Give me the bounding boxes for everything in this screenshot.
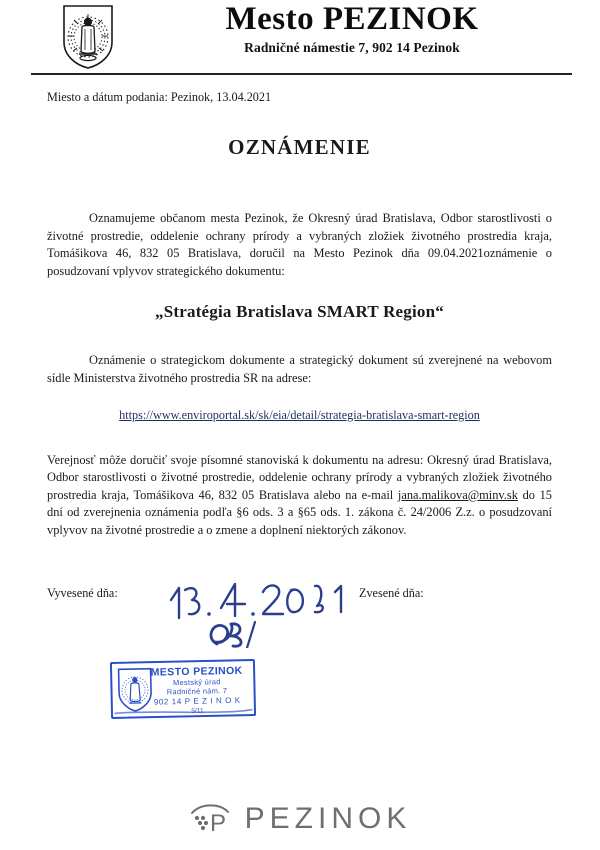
stamp-line-2: Mestský úrad	[172, 677, 221, 688]
header-title-group	[130, 2, 574, 56]
stamp-line-4: 902 14 P E Z I N O K	[153, 695, 241, 707]
footer-wordmark: PEZINOK	[244, 802, 412, 835]
paragraph-announcement: Oznamujeme občanom mesta Pezinok, že Okresný úrad Bratislava, Odbor starostlivosti o životné prostredie, oddelenie ochrany prírody a vybraných zložiek životného prostredia kraja, Tomášikova 46, 832 05 Bratislava, doručil na Mesto Pezinok dňa 09.04.2021oznámenie o posudzovaní vplyvov strategického dokumentu:	[47, 211, 552, 278]
pezinok-coat-of-arms-icon	[62, 4, 114, 70]
strategy-document-title: „Stratégia Bratislava SMART Region“	[155, 302, 444, 322]
stamp-line-5: 5/11	[191, 707, 204, 715]
official-stamp-icon	[109, 658, 256, 719]
pezinok-grape-p-logo-icon	[189, 800, 231, 838]
header-divider	[31, 73, 572, 75]
enviroportal-link[interactable]: https://www.enviroportal.sk/sk/eia/detail/strategia-bratislava-smart-region	[119, 407, 480, 422]
stamp-line-3: Radničné nám. 7	[166, 686, 228, 697]
document-header	[0, 0, 600, 78]
paragraph-public-comments-part-2: do 15 dní od zverejnenia oznámenia podľa §6 ods. 3 a §65 ods. 1. zákona č. 24/2006 Z.z. o posudzovaní vplyvov na životné prostredie a o zmene a doplnení niektorých zákonov.	[47, 487, 552, 538]
place-and-date-line: Miesto a dátum podania: Pezinok, 13.04.2021	[47, 90, 272, 104]
header-address: Radničné námestie 7, 902 14 Pezinok	[244, 39, 460, 55]
paragraph-publication: Oznámenie o strategickom dokumente a strategický dokument sú zverejnené na webovom sídle Ministerstva životného prostredia SR na adrese:	[47, 353, 552, 386]
footer-logo	[0, 800, 600, 838]
document-body	[47, 90, 552, 558]
svg-text:P: P	[209, 810, 226, 837]
document-heading: OZNÁMENIE	[228, 135, 371, 159]
paragraph-public-comments-part-1: Verejnosť môže doručiť svoje písomné stanoviská k dokumentu na adresu: Okresný úrad Bratislava, Odbor starostlivosti o životné prostredie, oddelenie ochrany prírody a vybraných zložiek životného prostredia kraja, Tomášikova 46, 832 05 Bratislava alebo na e-mail	[47, 452, 552, 502]
posted-date-label: Vyvesené dňa:	[47, 586, 118, 600]
url-line	[47, 406, 552, 424]
contact-email-link[interactable]: jana.malikova@minv.sk	[397, 487, 518, 502]
removed-date-label: Zvesené dňa:	[359, 586, 424, 600]
handwritten-signature-icon	[165, 578, 365, 648]
stamp-line-1: MESTO PEZINOK	[150, 664, 243, 679]
page-title: Mesto PEZINOK	[225, 1, 479, 37]
paragraph-public-comments	[47, 452, 552, 540]
